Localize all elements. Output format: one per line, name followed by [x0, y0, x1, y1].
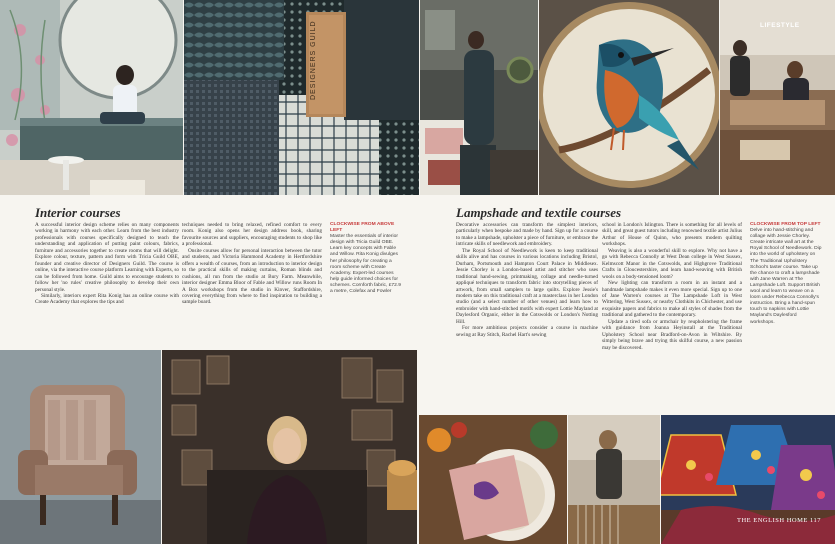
- lampshade-col-1: [456, 222, 598, 338]
- page-folio: THE ENGLISH HOME 117: [737, 517, 821, 524]
- section-tag: LIFESTYLE: [760, 22, 800, 29]
- interior-col2-para-2: Onsite courses allow for personal interaction between the tutor and students, and Victoria Hammond Academy in Hertfordshire offers a wealth of courses, from an introduction to interior design to the practical skills of making curtains, Roman blinds and cushions, all run from the studio at Bury Farm. Meanwhile, interior designer Emma Bloor of Fable and Willow runs Room In A Box workshops from the studio in Kinver, Staffordshire, covering everything from where to find inspiration to building a sample board.: [182, 247, 322, 306]
- photo-kingfisher-embroidery: [539, 0, 719, 195]
- interior-caption: [330, 222, 402, 295]
- interior-col-2: [182, 222, 322, 306]
- photo-tricia-guild-room: [0, 0, 183, 195]
- lampshade-caption-text: Delve into hand-stitching and collage with Jessie Chorley. Create intricate wall art at the Royal School of Needlework. Dip into the world of upholstery on The Traditional Upholstery School's taster course. Take up the chance to craft a lampshade with Jane Warren at The Lampshade Loft. Support British wool and learn to weave on a loom under Rebecca Connolly's instruction. Bring a hand-spun touch to napkins with Lottie Mayland's Daylesford workshops.: [750, 228, 822, 325]
- lampshade-col1-para-1: Decorative accessories can transform the simplest interiors, particularly when bespoke and made by hand. Sign up for a course to make a lampshade, upholster a piece of furniture, or embrace the intricate skills of needlework and embroidery.: [456, 222, 598, 248]
- lampshade-col2-para-2: Weaving is also a wonderful skill to explore. Why not have a go with Rebecca Connolly at West Dean college in West Sussex, Kelmscott Manor in the Cotswolds, and Highgrove Traditional Crafts in Gloucestershire, and learn hand-weaving with British wools on a body-tensioned loom?: [602, 247, 742, 280]
- fabric-book-label: DESIGNERS GUILD: [310, 20, 317, 100]
- lampshade-col1-para-3: For more ambitious projects consider a course in machine sewing at Ray Stitch, Rachel Hart's sewing: [456, 325, 598, 338]
- heading-interior-courses: Interior courses: [35, 205, 121, 220]
- photo-rita-konig: [162, 350, 417, 544]
- lampshade-col-2: [602, 222, 742, 351]
- photo-fabric-swatches: [184, 0, 419, 195]
- lampshade-col2-para-3: New lighting can transform a room in an instant and a handmade lampshade makes it even more special. Sign up to one of Jane Warren's courses at The Lampshade Loft in West Wittering, West Sussex, or nearby Clothkits in Chichester, and use exquisite papers and fabrics to make all styles of shades from the traditional and gathered to the contemporary.: [602, 280, 742, 319]
- lampshade-col2-para-1: school in London's Islington. There is something for all levels of skill, and great guest tutors including renowned textile artist Julius Arthur of House of Quinn, who presents modern quilting workshops.: [602, 222, 742, 248]
- lampshade-caption-head: CLOCKWISE FROM TOP LEFT: [750, 222, 821, 227]
- photo-embroidered-napkins: [419, 415, 567, 544]
- photo-lampshades: [661, 415, 835, 544]
- interior-col-1: [35, 222, 179, 306]
- photo-embroidery-studio: [420, 0, 538, 195]
- interior-col1-para-2: Similarly, interiors expert Rita Konig has an online course with Create Academy that explores the tips and: [35, 292, 179, 306]
- interior-col1-para-1: A successful interior design scheme relies on many components working in harmony with each other. Learn from the best industry professionals with courses specifically designed to teach the understanding and application of putting paint colours, fabrics, furniture and accessories together to create rooms that will delight. Explore colour, texture, pattern and form with Tricia Guild OBE, founder and creative director of Designers Guild. The course is online, via the interactive course platform Learning with Experts, so can be followed from home. Guild aims to encourage students to follow her 'no rules' creative philosophy to develop their own personal style.: [35, 222, 179, 293]
- photo-armchair: [0, 350, 161, 544]
- interior-caption-head: CLOCKWISE FROM ABOVE LEFT: [330, 222, 395, 234]
- interior-caption-text: Master the essentials of interior design with Tricia Guild OBE. Learn key concepts with Fable and Willow. Rita Konig divulges her philosophy for creating a room scheme with Create Academy. Expert-led courses help guide informed choices for schemes. Cornforth fabric, £72.9 a metre, Colefax and Fowler: [330, 234, 401, 295]
- photo-upholstery-workshop: [720, 0, 835, 195]
- interior-col2-para-1: techniques needed to bring relaxed, refined comfort to every room. Konig also opens her design address book, sharing favourite sources and suppliers, encouraging students to shop like a professional.: [182, 222, 322, 248]
- lampshade-col2-para-4: Update a tired sofa or armchair by reupholstering the frame with guidance from Joanna Heyinstall at the Traditional Upholstery School near Bradford-on-Avon in Wiltshire. By simply being brave and trying this skilful course, a new passion may be discovered.: [602, 318, 742, 351]
- lampshade-col1-para-2: The Royal School of Needlework is keen to keep traditional skills alive and has courses in various locations including Bristol, Durham, Portsmouth and Hampton Court Palace in Middlesex. Jessie Chorley is a London-based artist and stitcher who uses traditional hand-sewing, printmaking, collage and needle-turned appliqué techniques to transform fabric into storytelling pieces of artwork, from small samplers to large quilts. Explore Jessie's modern take on this traditional craft at a masterclass in her London studio (and a select number of other venues) and learn how to embroider with hand-stitched motifs with expert Lottie Mayland at Daylesford Organic, either in the Cotswolds or London's Notting Hill.: [456, 247, 598, 325]
- lampshade-caption: [750, 222, 822, 326]
- heading-lampshade-courses: Lampshade and textile courses: [456, 205, 622, 220]
- photo-weaving-loom: [568, 415, 660, 544]
